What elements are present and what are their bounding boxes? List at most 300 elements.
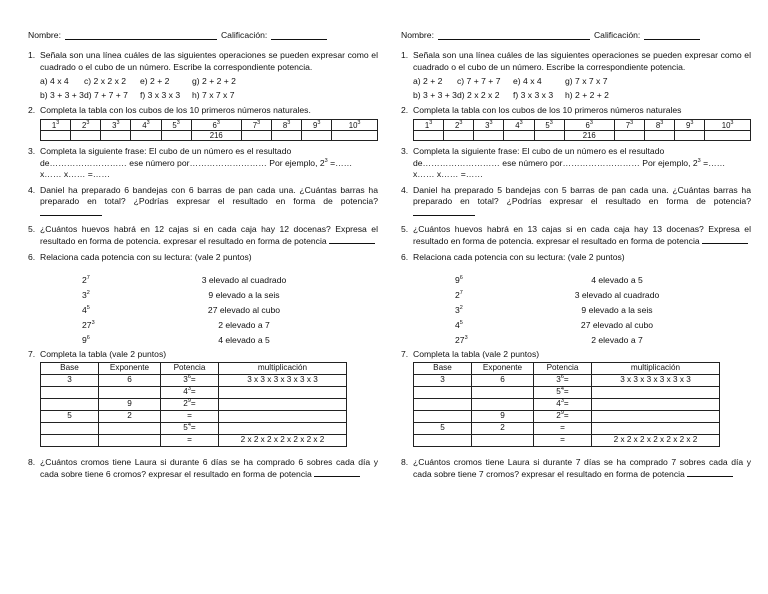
exponent: 3 (357, 119, 361, 126)
equals-sign: = (563, 375, 569, 385)
cube-header-cell (414, 120, 444, 131)
exponent: 3 (660, 119, 664, 126)
base-cell[interactable] (41, 398, 99, 410)
exponent: 3 (86, 119, 90, 126)
cube-header-cell (534, 120, 564, 131)
header (401, 30, 751, 41)
question-3 (28, 146, 378, 180)
table-row (41, 410, 347, 422)
power-cell[interactable] (161, 410, 219, 422)
power-exponent: 2 (86, 290, 90, 297)
power-cell[interactable] (161, 398, 219, 410)
exponent: 3 (630, 119, 634, 126)
cube-base: 6 (212, 120, 217, 130)
cube-header-cell (131, 120, 161, 131)
table-row (414, 130, 751, 141)
name-label: Nombre: (28, 30, 61, 40)
exponent-cell[interactable]: 2 (472, 422, 534, 434)
cube-value-cell[interactable] (474, 130, 504, 141)
answer-line[interactable] (40, 207, 102, 216)
question-text-line-3: x…… x…… =…… (413, 169, 483, 180)
exponent-cell[interactable]: 9 (99, 398, 161, 410)
option: g) 2 + 2 + 2 (192, 76, 236, 87)
worksheet-left (28, 30, 378, 485)
cube-base: 2 (81, 120, 87, 130)
question-text-line-1: Completa la siguiente frase: El cubo de un número es el resultado (413, 146, 665, 157)
table-row (414, 386, 720, 398)
power-item (413, 320, 493, 331)
cube-value-cell[interactable]: 216 (564, 130, 614, 141)
option: g) 7 x 7 x 7 (565, 76, 608, 87)
cubes-table (40, 119, 378, 141)
question-7 (28, 349, 378, 360)
options-grid (413, 76, 751, 101)
exponent-cell[interactable] (99, 434, 161, 446)
answer-line[interactable] (702, 235, 748, 244)
exponent: 3 (287, 119, 291, 126)
base-cell[interactable]: 5 (414, 422, 472, 434)
option: f) 3 x 3 x 3 (513, 89, 554, 100)
power-item (40, 320, 120, 331)
multiplication-cell[interactable] (219, 386, 347, 398)
power-cell[interactable] (161, 434, 219, 446)
exponent-cell[interactable]: 2 (99, 410, 161, 422)
multiplication-cell[interactable]: 2 x 2 x 2 x 2 x 2 x 2 x 2 (219, 434, 347, 446)
question-number: 7. (401, 348, 409, 359)
power-base: 27 (82, 320, 92, 331)
cube-header-cell (101, 120, 131, 131)
question-text: Daniel ha preparado 6 bandejas con 6 barras de pan cada una. ¿Cuántas barras ha preparado en total? ¿Podrías expresar el resultado en forma de potencia? (40, 184, 378, 207)
cube-base: 3 (112, 120, 117, 130)
question-text-line-2b: =…… (327, 157, 353, 168)
column-header: Potencia (534, 362, 592, 374)
power-base: 2 (556, 411, 561, 421)
power-base: 2 (183, 399, 188, 409)
equals-sign: = (190, 399, 196, 409)
question-6 (28, 252, 378, 347)
multiplication-cell[interactable] (592, 422, 720, 434)
power-item (40, 335, 120, 346)
exponent-cell[interactable] (472, 398, 534, 410)
power-exponent: 6 (459, 275, 463, 282)
exponent-cell[interactable] (99, 386, 161, 398)
question-1 (28, 50, 378, 101)
question-text: ¿Cuántos huevos habrá en 13 cajas si en cada caja hay 13 docenas? Expresa el resultado en forma de potencia. expresar el resultado en forma de potencia (413, 223, 751, 247)
table-row (41, 386, 347, 398)
cube-value-cell[interactable] (71, 130, 101, 141)
power-exponent: 7 (86, 275, 90, 282)
question-number: 1. (28, 50, 36, 61)
exponent: 3 (317, 119, 321, 126)
cube-base: 5 (545, 120, 550, 130)
power-base: 5 (183, 423, 188, 433)
option: b) 3 + 3 + 3 (40, 89, 84, 100)
table-row (414, 398, 720, 410)
power-reading: 3 elevado al cuadrado (201, 275, 287, 286)
answer-line[interactable] (314, 468, 360, 477)
question-text: Daniel ha preparado 5 bandejas con 5 barras de pan cada una. ¿Cuántas barras ha preparado en total? ¿Podrías expresar el resultado en forma de potencia? (413, 184, 751, 207)
question-number: 6. (401, 251, 409, 262)
cube-header-cell (675, 120, 705, 131)
base-cell[interactable] (41, 434, 99, 446)
cube-header-cell (614, 120, 644, 131)
cube-base: 7 (625, 120, 631, 130)
power-exponent: 6 (86, 335, 90, 342)
multiplication-cell[interactable]: 2 x 2 x 2 x 2 x 2 x 2 x 2 (592, 434, 720, 446)
power-cell[interactable] (534, 422, 592, 434)
power-reading: 27 elevado al cubo (207, 305, 281, 316)
power-reading: 9 elevado a la seis (208, 290, 280, 301)
power-exponent: 3 (187, 386, 191, 393)
cube-header-cell (564, 120, 614, 131)
question-number: 8. (28, 456, 36, 467)
power-reading: 2 elevado a 7 (591, 335, 643, 346)
cube-header-cell (161, 120, 191, 131)
exponent: 3 (176, 119, 180, 126)
cube-base: 10 (721, 120, 731, 130)
base-cell[interactable] (414, 398, 472, 410)
question-text: Completa la tabla (vale 2 puntos) (413, 348, 540, 359)
power-reading: 4 elevado a 5 (591, 275, 643, 286)
column-header: multiplicación (592, 362, 720, 374)
cube-value-cell[interactable] (101, 130, 131, 141)
question-number: 4. (401, 184, 409, 195)
power-cell[interactable] (534, 410, 592, 422)
power-base: 3 (455, 305, 460, 316)
base-cell[interactable] (414, 386, 472, 398)
cube-value-cell[interactable] (271, 130, 301, 141)
power-exponent: 2 (459, 305, 463, 312)
power-exponent: 3 (464, 335, 468, 342)
exponent-cell[interactable] (99, 422, 161, 434)
equals-sign: = (187, 435, 192, 445)
exponent: 3 (429, 119, 433, 126)
equals-sign: = (560, 423, 565, 433)
cube-header-cell (444, 120, 474, 131)
power-item (40, 305, 120, 316)
question-7 (401, 349, 751, 360)
grade-field[interactable] (644, 30, 700, 40)
equals-sign: = (563, 387, 569, 397)
cube-base: 4 (142, 120, 147, 130)
table-row (41, 130, 378, 141)
question-text-line-2: de……………………… ese número por……………………… Por ejemplo, 2 (40, 157, 325, 168)
table-row (41, 422, 347, 434)
power-base: 9 (82, 335, 87, 346)
question-8 (28, 457, 378, 481)
question-text: Señala son una línea cuáles de las siguientes operaciones se pueden expresar como el cuadrado o el cubo de un número. Escribe la correspondiente potencia. (40, 50, 378, 72)
table-row (41, 374, 347, 386)
exponent: 3 (519, 119, 523, 126)
exponent: 3 (459, 119, 463, 126)
column-header: Base (414, 362, 472, 374)
question-text: ¿Cuántos cromos tiene Laura si durante 6 días se ha comprado 6 sobres cada día y cada sobre tiene 6 cromos? expresar el resultado en forma de potencia (40, 456, 378, 480)
power-base: 3 (183, 375, 188, 385)
cube-value-cell[interactable]: 216 (191, 130, 241, 141)
cube-base: 1 (51, 120, 57, 130)
multiplication-cell[interactable]: 3 x 3 x 3 x 3 x 3 x 3 (592, 374, 720, 386)
table-header-row (41, 362, 347, 374)
exponent: 3 (257, 119, 261, 126)
question-4 (28, 185, 378, 220)
name-field[interactable] (438, 30, 590, 40)
exponent: 3 (324, 157, 328, 164)
cube-header-cell (41, 120, 71, 131)
power-cell[interactable] (161, 386, 219, 398)
powers-table (413, 362, 720, 447)
power-cell[interactable] (534, 434, 592, 446)
option: e) 2 + 2 (140, 76, 170, 87)
question-number: 8. (401, 456, 409, 467)
exponent-cell[interactable]: 6 (99, 374, 161, 386)
question-text-line-1: Completa la siguiente frase: El cubo de un número es el resultado (40, 146, 292, 157)
option: c) 7 + 7 + 7 (457, 76, 501, 87)
power-exponent: 6 (187, 374, 191, 381)
column-header: Base (41, 362, 99, 374)
exponent: 3 (56, 119, 60, 126)
power-cell[interactable] (534, 398, 592, 410)
multiplication-cell[interactable] (592, 398, 720, 410)
power-cell[interactable] (161, 422, 219, 434)
option: f) 3 x 3 x 3 (140, 89, 181, 100)
equals-sign: = (560, 435, 565, 445)
question-text: Relaciona cada potencia con su lectura: (vale 2 puntos) (413, 251, 625, 262)
cube-base: 3 (485, 120, 490, 130)
power-exponent: 4 (187, 422, 191, 429)
option: a) 2 + 2 (413, 76, 443, 87)
column-header: Exponente (472, 362, 534, 374)
answer-line[interactable] (413, 207, 475, 216)
question-number: 6. (28, 251, 36, 262)
question-number: 7. (28, 348, 36, 359)
equals-sign: = (190, 423, 196, 433)
answer-line[interactable] (687, 468, 733, 477)
power-item (40, 290, 120, 301)
multiplication-cell[interactable]: 3 x 3 x 3 x 3 x 3 x 3 (219, 374, 347, 386)
column-header: multiplicación (219, 362, 347, 374)
matching-list (413, 275, 751, 346)
cube-header-cell (241, 120, 271, 131)
multiplication-cell[interactable] (592, 386, 720, 398)
power-base: 4 (455, 320, 460, 331)
question-8 (401, 457, 751, 481)
base-cell[interactable] (41, 386, 99, 398)
question-text: Completa la tabla con los cubos de los 10 primeros números naturales. (40, 105, 311, 116)
grade-label: Calificación: (220, 30, 268, 40)
cube-value-cell[interactable] (302, 130, 332, 141)
exponent: 3 (697, 157, 701, 164)
cube-header-cell (705, 120, 751, 131)
table-row (414, 120, 751, 131)
question-text: Completa la tabla con los cubos de los 10 primeros números naturales (413, 105, 682, 116)
equals-sign: = (187, 411, 192, 421)
power-base: 2 (82, 275, 87, 286)
power-base: 4 (183, 387, 188, 397)
cube-header-cell (504, 120, 534, 131)
table-row (41, 398, 347, 410)
equals-sign: = (190, 387, 196, 397)
cube-header-cell (271, 120, 301, 131)
equals-sign: = (563, 399, 569, 409)
cube-value-cell[interactable] (131, 130, 161, 141)
question-text: Señala son una línea cuáles de las siguientes operaciones se pueden expresar como el cuadrado o el cubo de un número. Escribe la correspondiente potencia. (413, 50, 751, 72)
cube-value-cell[interactable] (504, 130, 534, 141)
cube-value-cell[interactable] (614, 130, 644, 141)
exponent: 3 (549, 119, 553, 126)
power-reading: 9 elevado a la seis (581, 305, 653, 316)
cube-header-cell (71, 120, 101, 131)
cube-header-cell (302, 120, 332, 131)
cube-base: 5 (172, 120, 177, 130)
worksheet-right (401, 30, 751, 485)
cube-value-cell[interactable] (414, 130, 444, 141)
cube-header-cell (332, 120, 378, 131)
option: d) 2 x 2 x 2 (457, 89, 500, 100)
exponent: 3 (216, 119, 220, 126)
cube-value-cell[interactable] (644, 130, 674, 141)
power-exponent: 9 (560, 410, 564, 417)
cube-value-cell[interactable] (534, 130, 564, 141)
option: a) 4 x 4 (40, 76, 69, 87)
power-cell[interactable] (534, 386, 592, 398)
cube-value-cell[interactable] (241, 130, 271, 141)
power-base: 4 (556, 399, 561, 409)
question-text-line-2: de……………………… ese número por……………………… Por ejemplo, 2 (413, 157, 698, 168)
power-reading: 27 elevado al cubo (580, 320, 654, 331)
cube-base: 7 (252, 120, 258, 130)
power-reading: 4 elevado a 5 (218, 335, 270, 346)
question-number: 1. (401, 50, 409, 61)
cube-value-cell[interactable] (161, 130, 191, 141)
cube-header-cell (644, 120, 674, 131)
power-exponent: 3 (91, 320, 95, 327)
table-row (41, 434, 347, 446)
power-base: 5 (556, 387, 561, 397)
exponent-cell[interactable] (472, 386, 534, 398)
power-base: 3 (556, 375, 561, 385)
cube-value-cell[interactable] (41, 130, 71, 141)
power-cell[interactable] (161, 374, 219, 386)
exponent-cell[interactable] (472, 434, 534, 446)
power-base: 2 (455, 290, 460, 301)
multiplication-cell[interactable] (219, 398, 347, 410)
table-row (41, 120, 378, 131)
question-text: ¿Cuántos huevos habrá en 12 cajas si en cada caja hay 12 docenas? Expresa el resultado en forma de potencia. expresar el resultado en forma de potencia (40, 223, 378, 247)
power-cell[interactable] (534, 374, 592, 386)
question-1 (401, 50, 751, 101)
cube-value-cell[interactable] (705, 130, 751, 141)
power-reading: 3 elevado al cuadrado (574, 290, 660, 301)
power-exponent: 4 (560, 386, 564, 393)
cube-value-cell[interactable] (444, 130, 474, 141)
power-item (413, 335, 493, 346)
base-cell[interactable] (41, 422, 99, 434)
question-number: 3. (401, 146, 409, 157)
header (28, 30, 378, 41)
answer-line[interactable] (329, 235, 375, 244)
name-label: Nombre: (401, 30, 434, 40)
question-text-line-3: x…… x…… =…… (40, 169, 110, 180)
power-exponent: 6 (560, 374, 564, 381)
option: b) 3 + 3 + 3 (413, 89, 457, 100)
cube-base: 8 (655, 120, 661, 130)
option: h) 7 x 7 x 7 (192, 89, 235, 100)
power-item (413, 305, 493, 316)
cube-base: 10 (348, 120, 358, 130)
base-cell[interactable]: 3 (41, 374, 99, 386)
question-2 (401, 105, 751, 116)
question-4 (401, 185, 751, 220)
cube-header-cell (191, 120, 241, 131)
question-6 (401, 252, 751, 347)
option: e) 4 x 4 (513, 76, 542, 87)
name-field[interactable] (65, 30, 217, 40)
cube-base: 8 (282, 120, 288, 130)
power-exponent: 5 (459, 320, 463, 327)
power-item (413, 290, 493, 301)
base-cell[interactable] (414, 434, 472, 446)
question-text-line-2b: =…… (700, 157, 726, 168)
equals-sign: = (190, 375, 196, 385)
base-cell[interactable]: 3 (414, 374, 472, 386)
question-text: Completa la tabla (vale 2 puntos) (40, 348, 167, 359)
multiplication-cell[interactable] (592, 410, 720, 422)
power-exponent: 3 (560, 398, 564, 405)
question-2 (28, 105, 378, 116)
table-row (414, 410, 720, 422)
power-reading: 2 elevado a 7 (218, 320, 270, 331)
cube-base: 4 (515, 120, 520, 130)
cubes-table (413, 119, 751, 141)
question-text: ¿Cuántos cromos tiene Laura si durante 7 días se ha comprado 7 sobres cada día y cada sobre tiene 7 cromos? expresar el resultado en forma de potencia (413, 456, 751, 480)
exponent: 3 (489, 119, 493, 126)
option: c) 2 x 2 x 2 (84, 76, 127, 87)
cube-header-cell (474, 120, 504, 131)
powers-table (40, 362, 347, 447)
cube-value-cell[interactable] (332, 130, 378, 141)
question-number: 5. (401, 223, 409, 234)
cube-base: 6 (585, 120, 590, 130)
table-row (414, 422, 720, 434)
multiplication-cell[interactable] (219, 422, 347, 434)
column-header: Exponente (99, 362, 161, 374)
power-exponent: 9 (187, 398, 191, 405)
exponent-cell[interactable]: 6 (472, 374, 534, 386)
question-number: 3. (28, 146, 36, 157)
cube-base: 2 (454, 120, 460, 130)
option: d) 7 + 7 + 7 (84, 89, 128, 100)
table-row (414, 434, 720, 446)
option: h) 2 + 2 + 2 (565, 89, 609, 100)
exponent: 3 (116, 119, 120, 126)
question-text: Relaciona cada potencia con su lectura: (vale 2 puntos) (40, 251, 252, 262)
column-header: Potencia (161, 362, 219, 374)
power-base: 27 (455, 335, 465, 346)
power-exponent: 7 (459, 290, 463, 297)
question-number: 2. (401, 105, 409, 116)
exponent-cell[interactable]: 9 (472, 410, 534, 422)
multiplication-cell[interactable] (219, 410, 347, 422)
equals-sign: = (563, 411, 569, 421)
base-cell[interactable]: 5 (41, 410, 99, 422)
power-base: 9 (455, 275, 460, 286)
question-5 (28, 224, 378, 248)
options-grid (40, 76, 378, 101)
base-cell[interactable] (414, 410, 472, 422)
grade-field[interactable] (271, 30, 327, 40)
cube-value-cell[interactable] (675, 130, 705, 141)
exponent: 3 (690, 119, 694, 126)
